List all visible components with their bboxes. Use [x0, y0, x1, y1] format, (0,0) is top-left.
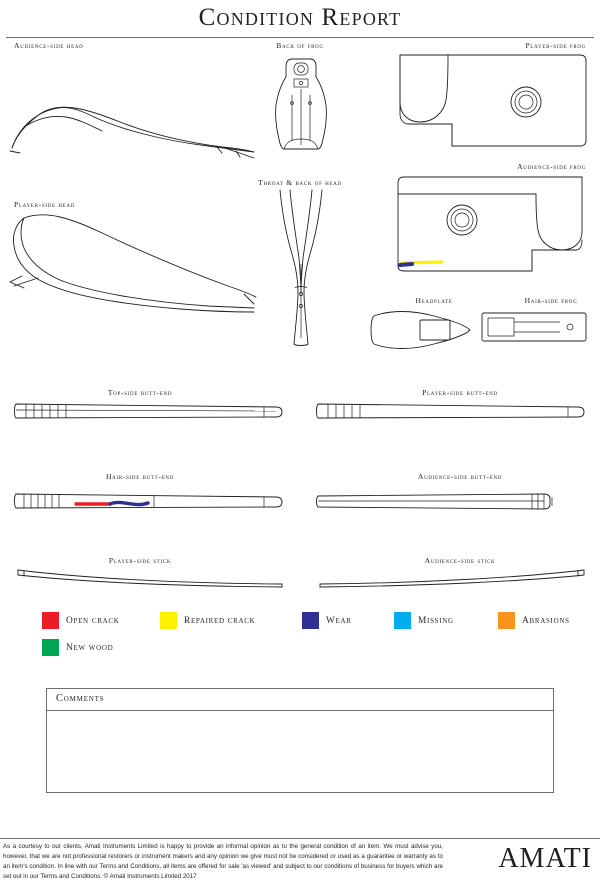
legend-label-repaired-crack: Repaired crack: [184, 615, 256, 626]
title-divider: [6, 37, 594, 38]
legend-label-open-crack: Open crack: [66, 615, 120, 626]
comments-box: [46, 688, 554, 793]
swatch-open-crack: [42, 612, 59, 629]
legend-item-open-crack: [42, 612, 160, 629]
legend-label-abrasions: Abrasions: [522, 615, 570, 626]
legend-label-wear: Wear: [326, 615, 352, 626]
swatch-repaired-crack: [160, 612, 177, 629]
label-audience-side-head: Audience-side head: [14, 41, 84, 50]
annotation-wear: [110, 502, 148, 504]
comments-input[interactable]: [47, 711, 553, 793]
amati-logo: AMATI: [498, 843, 592, 874]
drawing-player-side-head: [8, 208, 258, 318]
swatch-abrasions: [498, 612, 515, 629]
swatch-wear: [302, 612, 319, 629]
legend-item-wear: [302, 612, 394, 629]
label-audience-side-stick: Audience-side stick: [424, 556, 496, 565]
label-audience-side-frog: Audience-side frog: [517, 162, 586, 171]
footer-disclaimer: As a courtesy to our clients, Amati Instruments Limited is happy to provide an informal opinion as to the general condition of an item. We must advise you, however, that we are not professional restorers or instrument makers and any opinion we give must not be considered or used as a guarantee or warranty as to an item's condition. In line with our Terms and Conditions, all items are offered for sale 'as viewed' and subject to our conditions of business for buyers which are set out in our Terms and Conditions. © Amati Instruments Limited 2017: [3, 843, 443, 881]
legend-row-1: [42, 612, 572, 629]
legend-row-2: [42, 639, 572, 656]
drawing-audience-side-butt-end: [316, 486, 586, 516]
drawing-audience-side-stick: [316, 566, 588, 590]
comments-title: Comments: [47, 689, 553, 711]
label-headplate: Headplate: [415, 296, 453, 305]
drawing-headplate: [368, 306, 472, 354]
legend-label-missing: Missing: [418, 615, 454, 626]
legend-item-missing: [394, 612, 498, 629]
legend-label-new-wood: New wood: [66, 642, 114, 653]
annotation-wear: [400, 264, 412, 265]
drawing-hair-side-frog: [480, 310, 588, 344]
drawing-hair-side-butt-end: [14, 486, 284, 516]
drawing-back-of-frog: [274, 55, 328, 153]
footer-divider: [0, 838, 600, 839]
label-top-side-butt-end: Top-side butt-end: [107, 388, 173, 397]
swatch-missing: [394, 612, 411, 629]
label-player-side-head: Player-side head: [14, 200, 76, 209]
label-hair-side-butt-end: Hair-side butt-end: [105, 472, 175, 481]
drawing-player-side-frog: [394, 52, 588, 148]
legend-item-repaired-crack: [160, 612, 302, 629]
legend-item-new-wood: [42, 639, 113, 656]
drawing-player-side-stick: [14, 566, 286, 590]
legend-item-abrasions: [498, 612, 570, 629]
drawing-throat-back-of-head: [278, 188, 324, 348]
legend: [42, 612, 572, 666]
label-hair-side-frog: Hair-side frog: [524, 296, 578, 305]
drawing-player-side-butt-end: [316, 396, 586, 426]
page-title: Condition Report: [198, 4, 402, 31]
drawing-audience-side-frog: [394, 174, 588, 274]
label-player-side-frog: Player-side frog: [525, 41, 586, 50]
label-back-of-frog: Back of frog: [276, 41, 324, 50]
label-player-side-butt-end: Player-side butt-end: [422, 388, 498, 397]
label-audience-side-butt-end: Audience-side butt-end: [417, 472, 503, 481]
label-throat-back-of-head: Throat & back of head: [258, 178, 342, 187]
drawing-top-side-butt-end: [14, 396, 284, 426]
drawing-audience-side-head: [8, 52, 258, 162]
swatch-new-wood: [42, 639, 59, 656]
label-player-side-stick: Player-side stick: [108, 556, 172, 565]
